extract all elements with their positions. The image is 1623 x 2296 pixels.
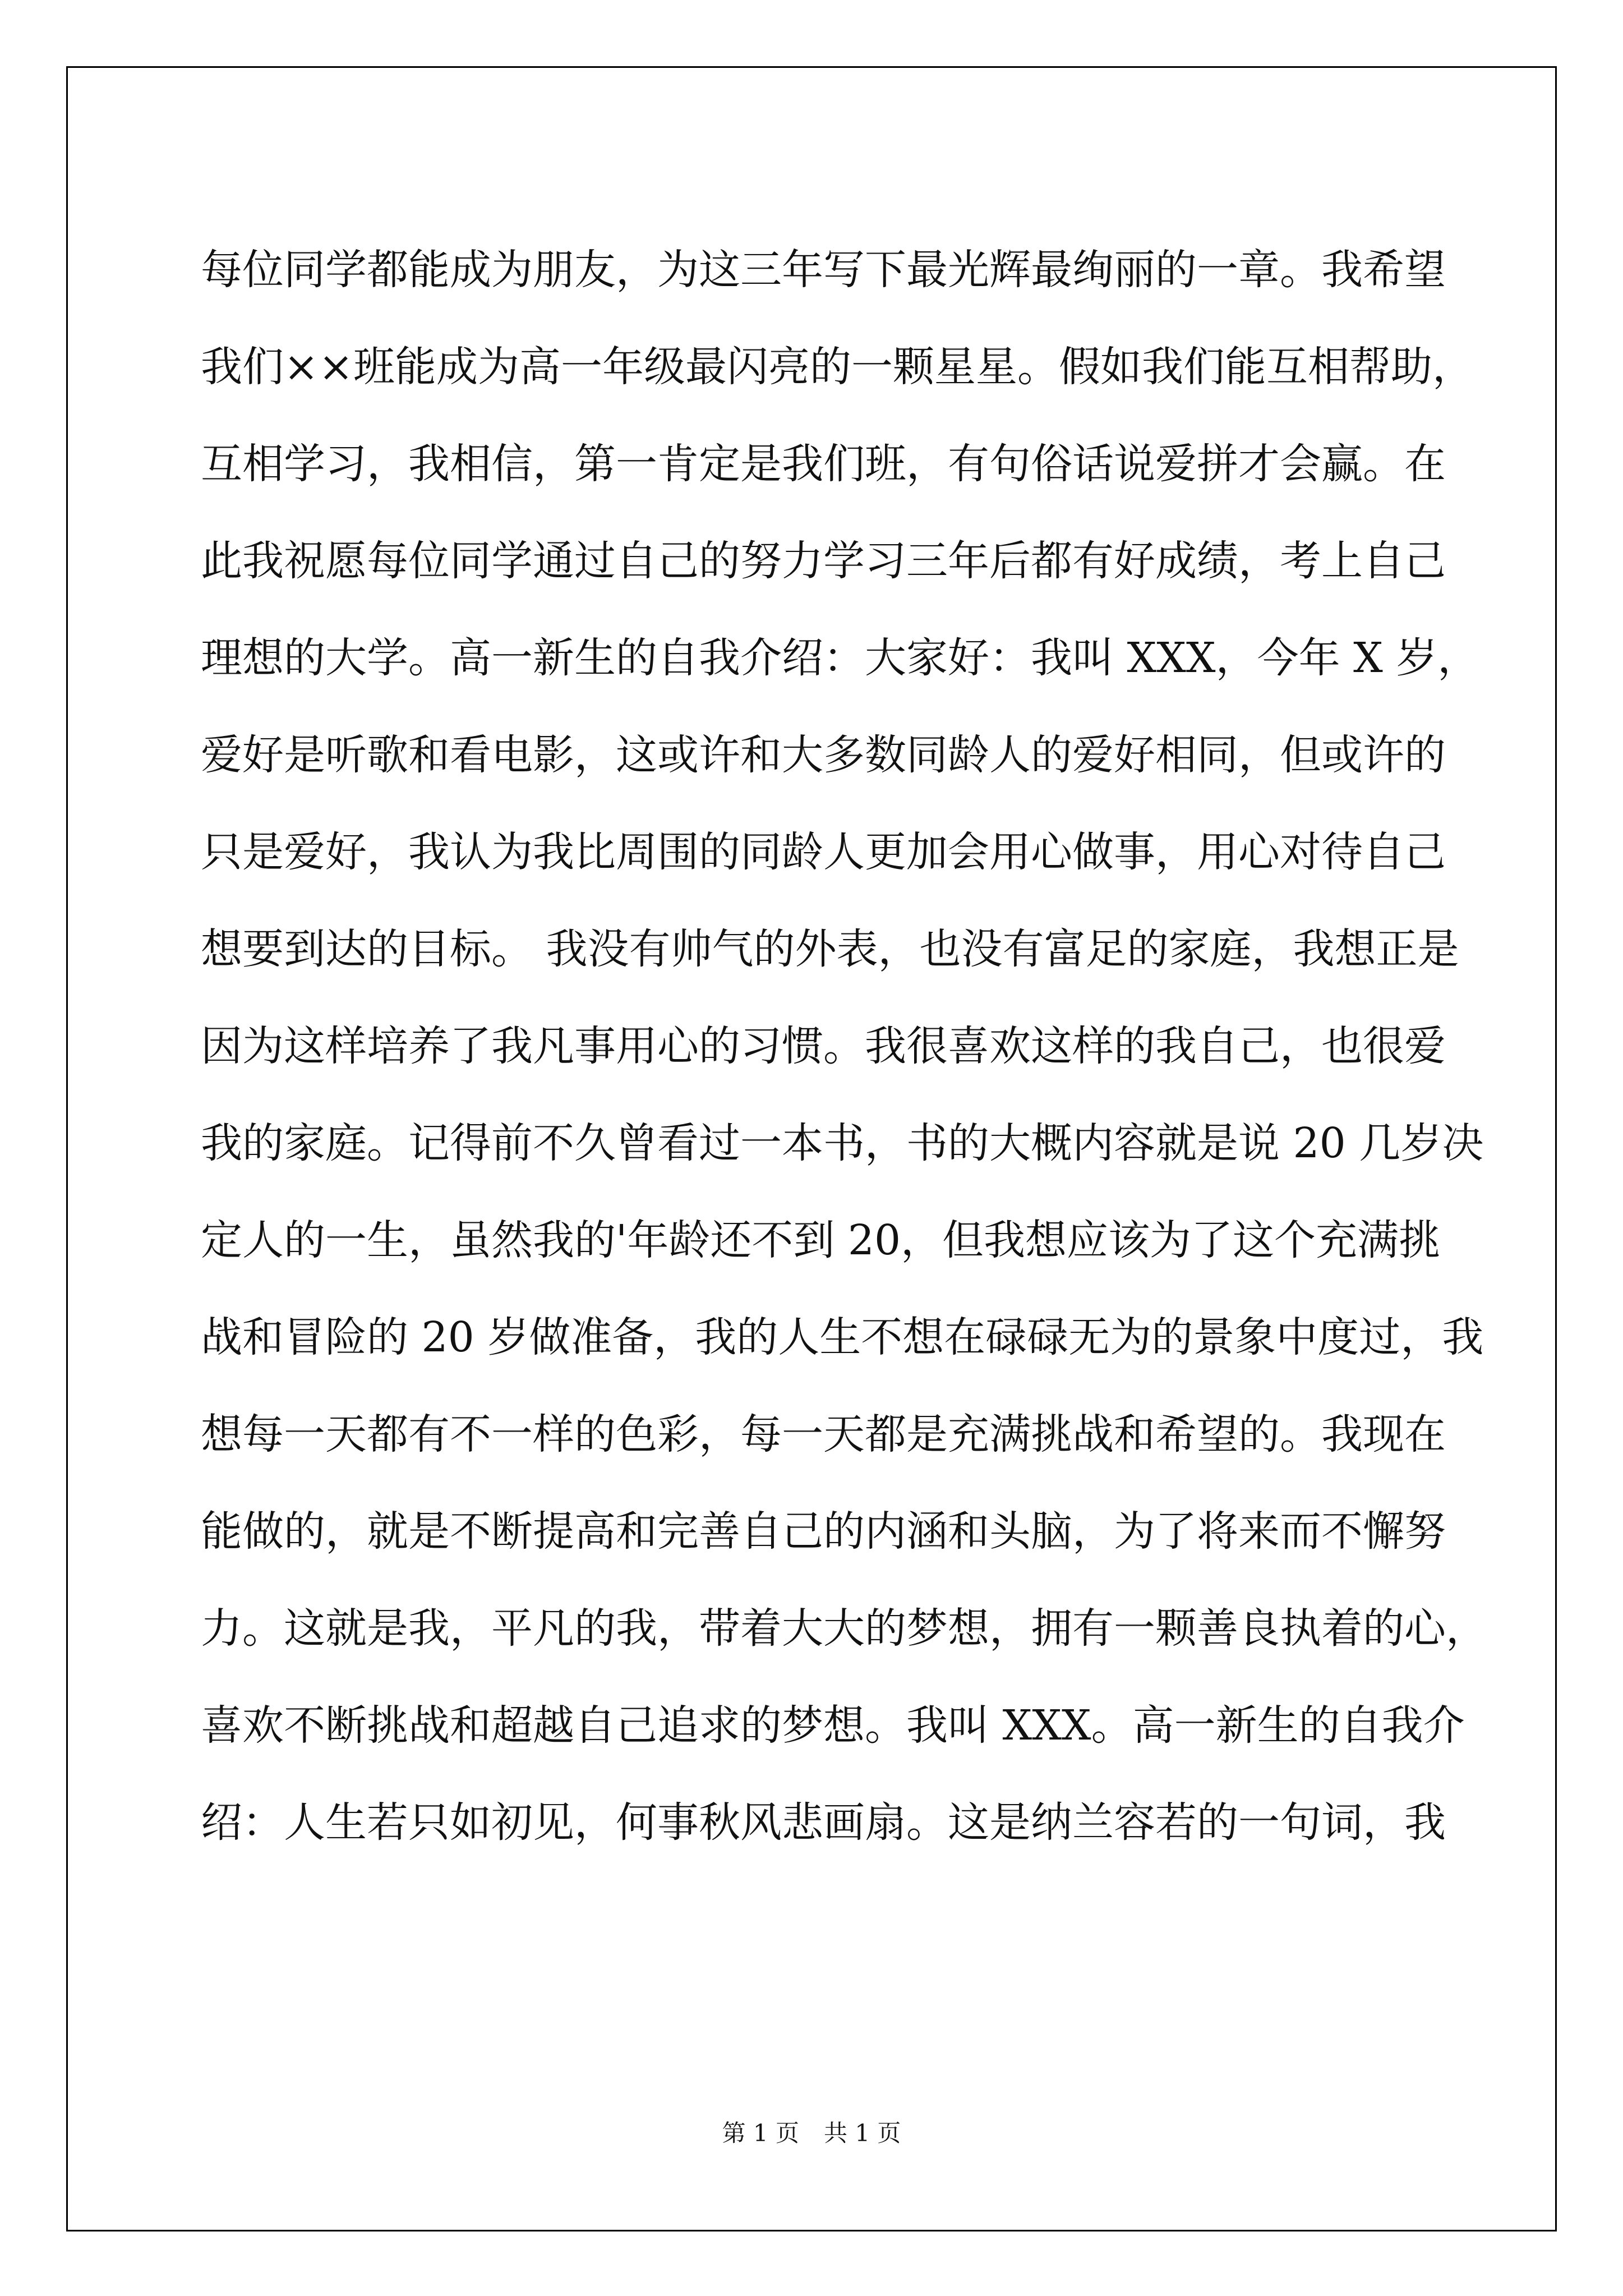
text-line: 想要到达的目标。 我没有帅气的外表，也没有富足的家庭，我想正是 [201, 925, 1459, 973]
text-line: 因为这样培养了我凡事用心的习惯。我很喜欢这样的我自己，也很爱 [201, 1022, 1446, 1070]
page-number: 第 1 页 [722, 2119, 799, 2147]
page-footer [0, 2115, 1623, 2148]
text-line: 能做的，就是不断提高和完善自己的内涵和头脑，为了将来而不懈努 [201, 1507, 1446, 1556]
text-line: 绍：人生若只如初见，何事秋风悲画扇。这是纳兰容若的一句词，我 [201, 1798, 1446, 1847]
text-line: 理想的大学。高一新生的自我介绍：大家好：我叫 XXX，今年 X 岁， [201, 634, 1479, 682]
text-line: 想每一天都有不一样的色彩，每一天都是充满挑战和希望的。我现在 [201, 1410, 1446, 1458]
text-line: 只是爱好，我认为我比周围的同龄人更加会用心做事，用心对待自己 [201, 828, 1446, 876]
text-line: 喜欢不断挑战和超越自己追求的梦想。我叫 XXX。高一新生的自我介 [201, 1701, 1465, 1750]
text-line: 力。这就是我，平凡的我，带着大大的梦想，拥有一颗善良执着的心， [201, 1604, 1487, 1653]
text-line: 定人的一生，虽然我的'年龄还不到 20，但我想应该为了这个充满挑 [201, 1216, 1441, 1264]
text-line: 每位同学都能成为朋友，为这三年写下最光辉最绚丽的一章。我希望 [201, 246, 1446, 294]
text-line: 我的家庭。记得前不久曾看过一本书，书的大概内容就是说 20 几岁决 [201, 1119, 1484, 1167]
text-line: 战和冒险的 20 岁做准备，我的人生不想在碌碌无为的景象中度过，我 [201, 1313, 1484, 1361]
text-line: 互相学习，我相信，第一肯定是我们班，有句俗话说爱拼才会赢。在 [201, 440, 1446, 488]
text-line: 此我祝愿每位同学通过自己的努力学习三年后都有好成绩，考上自己 [201, 537, 1446, 585]
text-line: 我们××班能成为高一年级最闪亮的一颗星星。假如我们能互相帮助， [201, 343, 1474, 391]
text-line: 爱好是听歌和看电影，这或许和大多数同龄人的爱好相同，但或许的 [201, 731, 1446, 779]
page-total: 共 1 页 [824, 2119, 901, 2147]
body-text [201, 222, 1487, 1871]
